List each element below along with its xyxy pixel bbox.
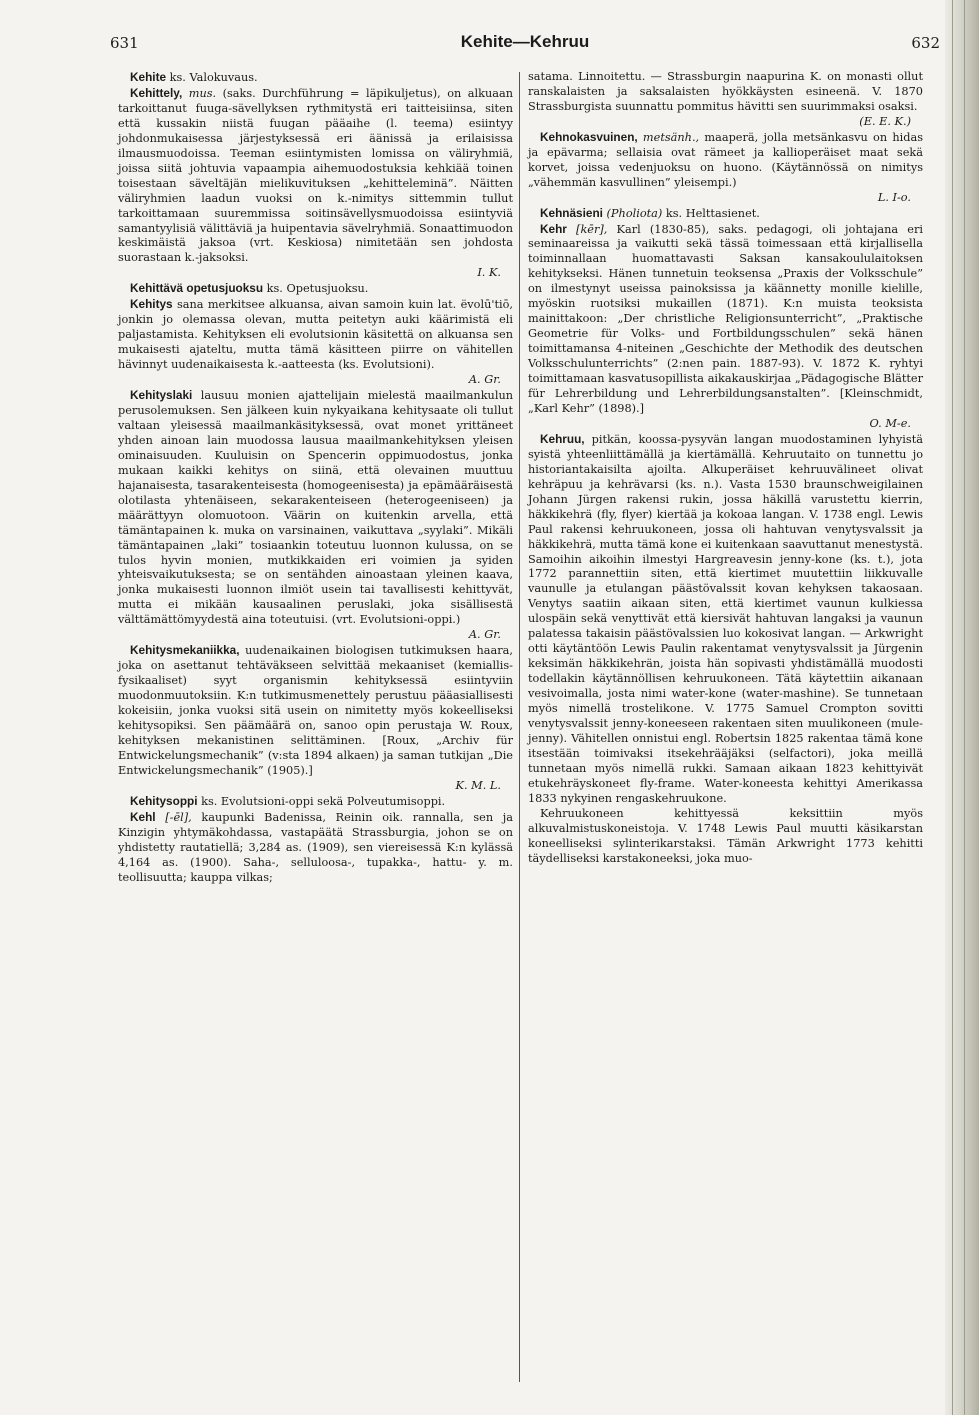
entry-text: satama. Linnoitettu. — Strassburgin naapurina K. on monasti ollut ranskalaisten ja saksalaisten hyökkäysten esineenä. V. 1870 Strassburgista suunnattu pommitus hävitti sen suurimmaksi osaksi. (528, 70, 923, 113)
right-column (528, 70, 923, 867)
headword: Kehitys (130, 297, 173, 312)
author-signature: A. Gr. (468, 373, 501, 387)
headword: Kehittävä opetusjuoksu (130, 281, 264, 296)
headword: Kehl (130, 809, 156, 824)
page-header (110, 34, 940, 64)
entry-text: sana merkitsee alkuansa, aivan samoin kuin lat. ëvolū'tiō, jonkin jo olemassa olevan, mutta peitetyn auki käärimistä eli paljastamista. Kehityksen eli evolutsionin käsitettä on alkuansa sen mukaisesti ajateltu, mutta tämä käsitteen piirre on vähitellen hävinnyt uudenaikaisesta k.-aatteesta (ks. Evolutsioni). (118, 298, 513, 372)
entry-text: ks. Opetusjuoksu. (263, 282, 369, 296)
entry-kehnokasvuinen (528, 130, 923, 206)
entry-kehitysmekaniikka (118, 643, 513, 794)
entry-text: ks. Valokuvaus. (166, 71, 258, 84)
entry-kehnasieni (528, 206, 923, 222)
column-divider (519, 72, 520, 1382)
page-edge-line (952, 0, 953, 1415)
entry-text: ks. Evolutsioni-oppi sekä Polveutumisoppi. (197, 794, 446, 808)
entry-kehitysoppi (118, 794, 513, 810)
entry-text: kaupunki Badenissa, Reinin oik. rannalla, sen ja Kinzigin yhtymäkohdassa, vastapäätä Strassburgia, johon se on yhdistetty rautatiellä; 3,284 as. (1909), sen viereisessä K:n kylässä 4,164 as. (1900). Saha-, selluloosa-, tupakka-, hattu- y. m. teollisuutta; kauppa vilkas; (118, 810, 513, 884)
entry-grammar: (Pholiota) (602, 206, 663, 220)
headword: Kehittely, (130, 85, 183, 100)
headword: Kehityslaki (130, 388, 193, 403)
left-page-number: 631 (110, 34, 139, 52)
headword: Kehnäsieni (540, 205, 603, 220)
entry-grammar: mus. (182, 86, 217, 100)
author-signature: A. Gr. (468, 628, 501, 642)
entry-kehittava-opetusjuoksu (118, 281, 513, 297)
author-signature: L. I-o. (877, 190, 911, 204)
entry-kehittely (118, 86, 513, 281)
entry-text: pitkän, koossa-pysyvän langan muodostaminen lyhyistä syistä yhteenliittämällä ja kiertämällä. Kehruutaito on tunnettu jo historiantakaisilta ajoilta. Alkuperäiset kehruuvälineet olivat kehräpuu ja kehrävarsi (ks. n.). Vasta 1530 braunschweigilainen Johann Jürgen rakensi rukin, jossa häkillä varustettu kierrin, häkkikehrä (fly, flyer) kiertää ja kokoaa langan. V. 1738 engl. Lewis Paul rakensi kehruukoneen, jossa oli hahtuvan venytysvalssit ja häkkikehrä, mutta tämä kone ei kuitenkaan saavuttanut menestystä. Samoihin aikoihin ilmestyi Hargreavesin jenny-kone (ks. t.), jota 1772 parannettiin siten, että kiertimet muutettiin liikkuvalle vaunulle ja etulangan päästövalssit kovan kehyksen takaosaan. Venytys saatiin aikaan siten, että kiertimet vaunun kulkiessa ulospäin sekä venyttivät että kiersivät hahtuvan langaksi ja vaunun palatessa takaisin päästövalssien luo kokosivat langan. — Arkwright otti käytäntöön Lewis Paulin rakentamat venytysvalssit ja Jürgenin keksimän häkkikehrän, joista hän sopivasti yhdistämällä muodosti todellakin käytännöllisen kehruukoneen. Tätä käytettiin aikanaan vesivoimalla, josta nimi water-kone (water-mashine). Se tunnetaan myös nimellä trostelikone. V. 1775 Samuel Crompton sovitti venytysvalssit jenny-koneeseen rakentaen siten muulikoneen (mule-jenny). Vähitellen onnistui engl. Robertsin 1825 rakentaa tämä kone itsestään toimivaksi itsekehrääjäksi (selfactori), joka meillä tunnetaan myös nimellä rukki. Samaan aikaan 1823 kehittyivät etukehräyskoneet fly-frame. Water-koneesta kehittyi Amerikassa 1833 nykyinen rengaskehruukone. (528, 432, 923, 805)
entry-text: ks. Helttasienet. (662, 206, 760, 220)
headword: Kehnokasvuinen, (540, 129, 638, 144)
entry-grammar: [kēr], (566, 222, 608, 236)
headword: Kehr (540, 221, 567, 236)
entry-kehl (118, 810, 513, 886)
entry-kehr (528, 222, 923, 432)
left-column (118, 70, 513, 885)
author-signature: I. K. (477, 266, 501, 280)
entry-kehruu (528, 432, 923, 807)
entry-kehruu-continued (528, 807, 923, 867)
author-signature: (E. E. K.) (859, 114, 911, 128)
right-page-number: 632 (911, 34, 940, 52)
entry-text: (saks. Durchführung = läpikuljetus), on alkuaan tarkoittanut fuuga-sävellyksen rythmitystä eri taitteisiinsa, siten että kussakin niistä fuugan pääaihe (l. teema) esiintyy johdonmukaisessa järjestyksessä eri äänissä ja erilaisissa ilmausmuodoissa. Teeman esiintymisten lomissa on väliryhmiä, joissa siitä johtuvia vapaampia aihemuodostuksia kehkiää toinen toisestaan säveltäjän mielikuvituksen „kehitteleminä”. Näitten väliryhmien laadun vuoksi on k.-nimitys sittemmin tullut tarkoittamaan suuremmissa soitinsävellysmuodoissa esiintyviä samantyylisiä välittäviä ja huipentavia sävelryhmiä. Sonaattimuodon keskimäistä jaksoa (vrt. Keskiosa) nimitetään sen johdosta suorastaan k.-jaksoksi. (118, 86, 513, 265)
headword: Kehruu, (540, 431, 585, 446)
page-edge-line (964, 0, 965, 1415)
entry-kehite (118, 70, 513, 86)
entry-grammar: [-ēl], (155, 810, 192, 824)
author-signature: O. M-e. (869, 416, 911, 430)
entry-text: lausuu monien ajattelijain mielestä maailmankulun perusolemuksen. Sen jälkeen kuin nykyaikana kehitysaate oli tullut valtaan yleisessä maailmankäsityksessä, ovat monet yrittäneet yhden ainoan lain muodossa lausua maailmankehityksen yleisen ominaisuuden. Kuuluisin on Spencerin oppimuodostus, jonka mukaan kaikki kehitys on siinä, että olevainen muuttuu hajanaisesta, tasarakenteisesta (homogeenisesta) ja epämääräisestä olotilasta yhtenäiseen, sekarakenteiseen (heterogeeniseen) ja määrättyyn olomuotoon. Väärin on kuitenkin arvella, että tämäntapainen k. muka on varsinainen, vaikuttava „syylaki”. Mikäli tämäntapainen „laki” tosiaankin toteutuu luonnon kulussa, on se tulos hyvin monien, mutkikkaiden eri voimien ja syiden yhteisvaikutuksesta; se on sentähden ainoastaan yleinen kaava, jonka mukaisesti luonnon ilmiöt usein tai tavallisesti kehittyvät, mutta ei mikään kausaalinen peruslaki, joka sisällisestä välttämättömyydestä aina toteutuisi. (vrt. Evolutsioni-oppi.) (118, 389, 513, 627)
entry-grammar: metsänh., (637, 130, 700, 144)
entry-text: Kehruukoneen kehittyessä keksittiin myös alkuvalmistuskoneistoja. V. 1748 Lewis Paul muutti käsikarstan koneelliseksi sylinterikarstaksi. Tämän Arkwright 1773 kehitti täydelliseksi karstakoneeksi, joka muo- (528, 806, 923, 865)
entry-text: Karl (1830-85), saks. pedagogi, oli johtajana eri seminaareissa ja vaikutti sekä tässä toimessaan että kirjallisella toiminnallaan huomattavasti Saksan kansakoululaitoksen kehitykseksi. Hänen tunnetuin teoksensa „Praxis der Volksschule” on ilmestynyt useissa painoksissa ja käännetty monille kielille, myöskin ruotsiksi mukaillen (1871). K:n muista teoksista mainittakoon: „Der christliche Religionsunterricht”, „Praktische Geometrie für Volks- und Fortbildungsschulen” sekä hänen toimittamansa 4-niteinen „Geschichte der Methodik des deutschen Volksschulunterrichts” (2:nen pain. 1887-93). V. 1872 K. ryhtyi toimittamaan kasvatusopillista aikakauskirjaa „Pädagogische Blätter für Lehrerbildung und Lehrerbildungsanstalten”. [Kleinschmidt, „Karl Kehr” (1898).] (528, 222, 923, 415)
entry-kehl-continued (528, 70, 923, 130)
headword: Kehitysoppi (130, 793, 198, 808)
author-signature: K. M. L. (455, 778, 501, 792)
headword: Kehite (130, 70, 167, 84)
entry-kehitys (118, 297, 513, 388)
headword: Kehitysmekaniikka, (130, 643, 240, 658)
entry-text: uudenaikainen biologisen tutkimuksen haara, joka on asettanut tehtäväkseen selvittää mekaaniset (kemiallis-fysikaaliset) syyt organismin kehityksessä esiintyviin muodonmuutoksiin. K:n tutkimusmenettely perustuu pääasiallisesti kokeisiin, jonka vuoksi sitä usein on nimitetty myös kokeelliseksi kehitysopiksi. Sen päämäärä on, sanoo opin perustaja W. Roux, kehityksen mekanistinen selittäminen. [Roux, „Archiv für Entwickelungsmechanik” (v:sta 1894 alkaen) ja saman tutkijan „Die Entwickelungsmechanik” (1905).] (118, 644, 513, 777)
running-title: Kehite—Kehruu (460, 32, 590, 51)
page-edge-shadow (945, 0, 979, 1415)
entry-kehityslaki (118, 388, 513, 643)
entry-text: maaperä, jolla metsänkasvu on hidas ja epävarma; sellaisia ovat rämeet ja kallioperäiset maat sekä korvet, joissa vedenjuoksu on huono. (Käytännössä on nimitys „vähemmän kasvullinen” yleisempi.) (528, 130, 923, 189)
